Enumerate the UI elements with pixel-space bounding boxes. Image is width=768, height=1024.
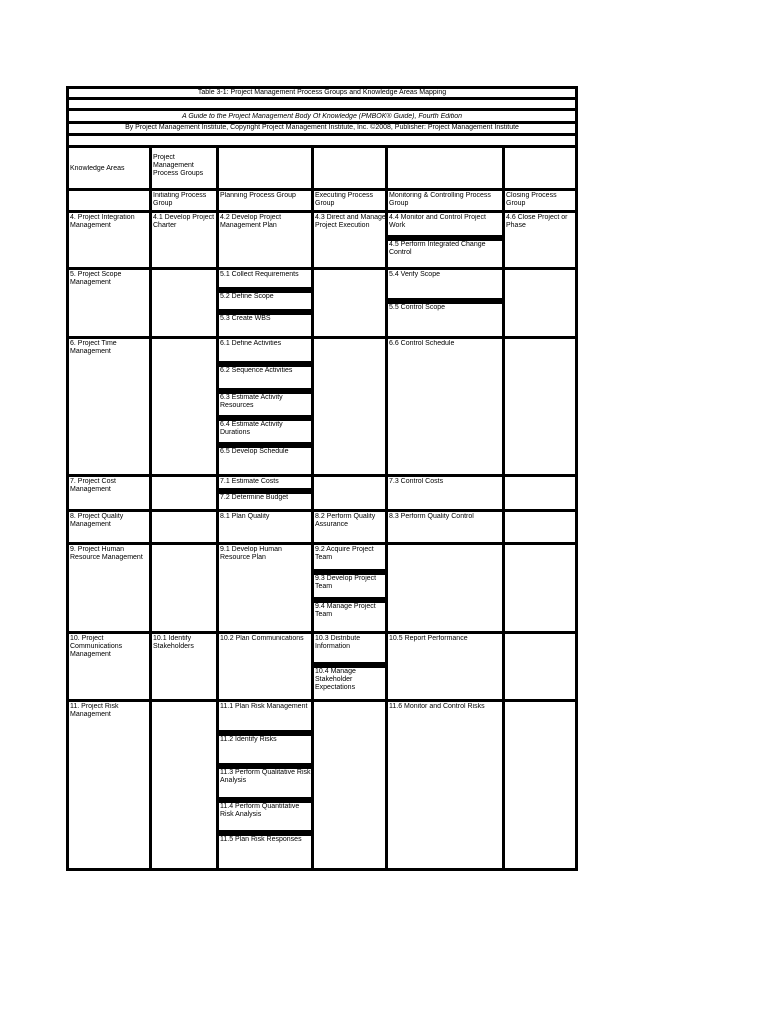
process-item: 9.2 Acquire Project Team	[315, 546, 374, 561]
process-item: 11.5 Plan Risk Responses	[220, 836, 302, 843]
process-item: 5.3 Create WBS	[220, 315, 271, 322]
row-divider	[219, 491, 311, 494]
row-divider	[219, 290, 311, 293]
blank-band	[69, 136, 575, 145]
knowledge-area: 6. Project Time Management	[70, 340, 117, 355]
column-divider	[149, 148, 152, 868]
mapping-table	[66, 86, 578, 871]
knowledge-area: 7. Project Cost Management	[70, 478, 116, 493]
process-item: 6.1 Define Activities	[220, 340, 282, 347]
process-item: 7.1 Estimate Costs	[220, 478, 279, 485]
knowledge-area: 10. Project Communications Management	[70, 635, 123, 658]
process-item: 8.3 Perform Quality Control	[389, 513, 474, 520]
process-item: 11.3 Perform Qualitative Risk Analysis	[220, 769, 311, 784]
process-item: 4.2 Develop Project Management Plan	[220, 214, 282, 229]
row-divider	[69, 336, 575, 339]
process-item: 4.1 Develop Project Charter	[153, 214, 215, 229]
row-divider	[314, 600, 385, 603]
process-item: 8.1 Plan Quality	[220, 513, 270, 520]
table-title: Table 3-1: Project Management Process Groups and Knowledge Areas Mapping	[69, 89, 575, 97]
copyright-line: By Project Management Institute, Copyright Project Management Institute, Inc. ©2008, Publisher: Project Management Institute	[69, 124, 575, 133]
process-item: 9.4 Manage Project Team	[315, 603, 376, 618]
process-item: 9.3 Develop Project Team	[315, 575, 377, 590]
process-item: 7.3 Control Costs	[389, 478, 444, 485]
process-item: 5.2 Define Scope	[220, 293, 274, 300]
row-divider	[219, 833, 311, 836]
row-divider	[314, 665, 385, 668]
row-divider	[69, 699, 575, 702]
row-divider	[69, 868, 575, 871]
process-item: 6.5 Develop Schedule	[220, 448, 289, 455]
row-divider	[219, 766, 311, 769]
process-item: 5.1 Collect Requirements	[220, 271, 299, 278]
process-item: 6.6 Control Schedule	[389, 340, 455, 347]
process-item: 4.4 Monitor and Control Project Work	[389, 214, 486, 229]
process-item: 5.5 Control Scope	[389, 304, 446, 311]
knowledge-area: 5. Project Scope Management	[70, 271, 122, 286]
row-divider	[69, 631, 575, 634]
process-item: 11.1 Plan Risk Management	[220, 703, 308, 710]
process-item: 11.2 Identify Risks	[220, 736, 277, 743]
header-process-groups: Project Management Process Groups	[153, 154, 204, 177]
row-divider	[388, 301, 502, 304]
process-item: 6.2 Sequence Activities	[220, 367, 293, 374]
row-divider	[69, 509, 575, 512]
row-divider	[69, 474, 575, 477]
row-divider	[314, 572, 385, 575]
process-item: 7.2 Determine Budget	[220, 494, 289, 501]
row-divider	[219, 733, 311, 736]
knowledge-area: 11. Project Risk Management	[70, 703, 119, 718]
process-item: 10.3 Distribute Information	[315, 635, 361, 650]
knowledge-area: 4. Project Integration Management	[70, 214, 135, 229]
row-divider	[69, 542, 575, 545]
process-item: 9.1 Develop Human Resource Plan	[220, 546, 282, 561]
row-divider	[219, 364, 311, 367]
process-item: 4.6 Close Project or Phase	[506, 214, 568, 229]
process-item: 8.2 Perform Quality Assurance	[315, 513, 376, 528]
header-planning: Planning Process Group	[220, 192, 296, 199]
process-item: 6.4 Estimate Activity Durations	[220, 421, 283, 436]
process-item: 6.3 Estimate Activity Resources	[220, 394, 283, 409]
row-divider	[219, 445, 311, 448]
process-item: 4.3 Direct and Manage Project Execution	[315, 214, 386, 229]
knowledge-area: 9. Project Human Resource Management	[70, 546, 143, 561]
process-item: 4.5 Perform Integrated Change Control	[389, 241, 486, 256]
column-divider	[216, 148, 219, 868]
blank-band	[69, 100, 575, 108]
header-monitoring: Monitoring & Controlling Process Group	[389, 192, 491, 207]
row-divider	[388, 238, 502, 241]
row-divider	[69, 210, 575, 213]
row-divider	[69, 188, 575, 191]
row-divider	[219, 418, 311, 421]
process-item: 5.4 Verify Scope	[389, 271, 440, 278]
row-divider	[219, 800, 311, 803]
process-item: 10.2 Plan Communications	[220, 635, 304, 642]
process-item: 11.4 Perform Quantitative Risk Analysis	[220, 803, 300, 818]
row-divider	[219, 312, 311, 315]
process-item: 11.6 Monitor and Control Risks	[389, 703, 485, 710]
header-executing: Executing Process Group	[315, 192, 373, 207]
column-divider	[311, 148, 314, 868]
process-item: 10.1 Identify Stakeholders	[153, 635, 194, 650]
knowledge-area: 8. Project Quality Management	[70, 513, 124, 528]
header-knowledge-areas: Knowledge Areas	[70, 165, 125, 172]
process-item: 10.5 Report Performance	[389, 635, 468, 642]
guide-line: A Guide to the Project Management Body Of Knowledge (PMBOK® Guide), Fourth Edition	[69, 113, 575, 121]
row-divider	[219, 391, 311, 394]
row-divider	[69, 267, 575, 270]
header-initiating: Initiating Process Group	[153, 192, 207, 207]
header-closing: Closing Process Group	[506, 192, 557, 207]
process-item: 10.4 Manage Stakeholder Expectations	[315, 668, 356, 691]
